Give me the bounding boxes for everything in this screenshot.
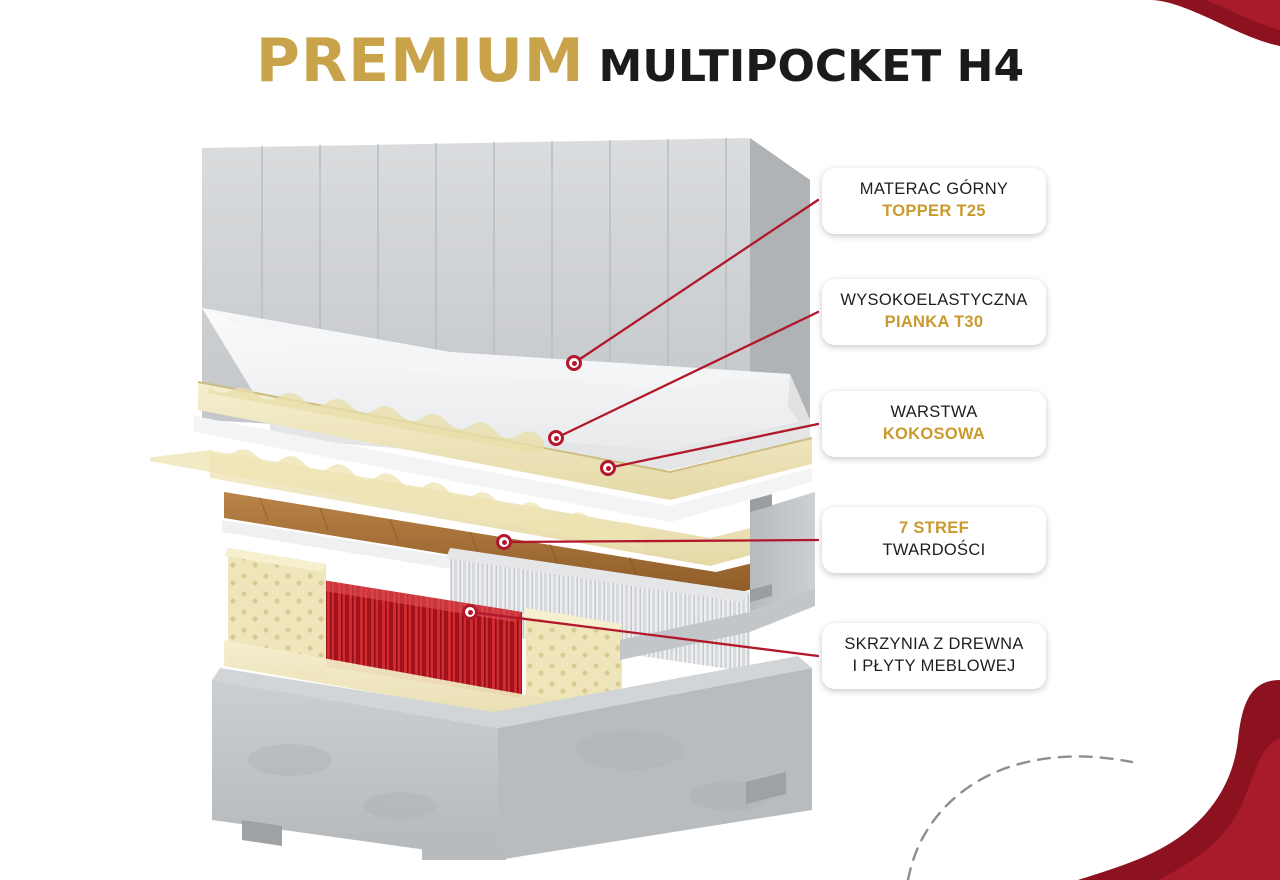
callout-zones-line1: 7 STREF: [899, 519, 969, 538]
anchor-dot-foam: [548, 430, 564, 446]
callout-box: [822, 623, 1046, 689]
callout-coir-line1: WARSTWA: [890, 403, 978, 422]
callout-coir: [822, 391, 1046, 457]
callout-coir-line2: KOKOSOWA: [882, 425, 986, 443]
callout-zones: [822, 507, 1046, 573]
title-brand: PREMIUM: [255, 26, 585, 96]
anchor-dot-zones: [496, 534, 512, 550]
anchor-dot-box: [462, 604, 478, 620]
callout-box-line2: I PŁYTY MEBLOWEJ: [852, 657, 1016, 675]
callout-foam: [822, 279, 1046, 345]
callout-topper-line1: MATERAC GÓRNY: [859, 180, 1009, 199]
callout-zones-line2: TWARDOŚCI: [882, 541, 986, 559]
callout-topper: [822, 168, 1046, 234]
callout-box-line1: SKRZYNIA Z DREWNA: [844, 635, 1024, 654]
anchor-dot-coir: [600, 460, 616, 476]
callout-foam-line2: PIANKA T30: [884, 313, 984, 331]
anchor-dot-topper: [566, 355, 582, 371]
callout-topper-line2: TOPPER T25: [882, 202, 986, 220]
callout-foam-line1: WYSOKOELASTYCZNA: [840, 291, 1028, 310]
title-model: MULTIPOCKET H4: [598, 41, 1025, 92]
